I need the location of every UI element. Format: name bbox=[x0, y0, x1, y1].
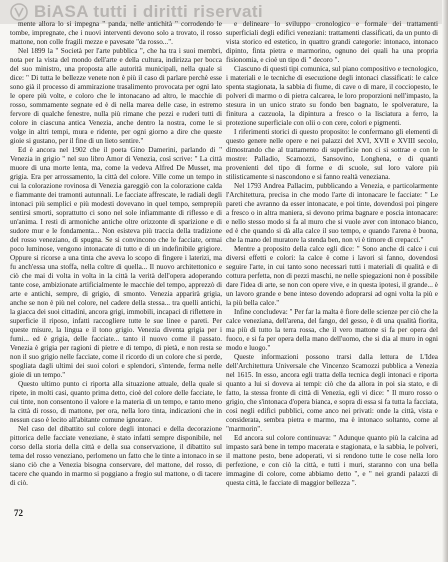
left-column bbox=[10, 20, 222, 502]
paragraph: I riferimenti storici di questo proposito: le confermano gli elementi di questo genere nelle opere e nei palazzi del XVI, XVII e XVIII secolo, dimostrando che al trattamento di superficie non ci si sottrae e con le mostre: Palladio, Scamozzi, Sansovino, Longhena, e di quanti provenienti del tipo di forme e di scuole, sul loro valore più stilisticamente si nascondono e si fanno realtà veneziana. bbox=[226, 128, 438, 181]
paragraph: Ciascuno di questi tipi comunica, sul piano compositivo e tecnologico, i materiali e le tecniche di esecuzione degli intonaci classificati: le calce spenta stagionata, la sabbia di fiume, di cave o di mare, il cocciopesto, le polveri di marmo o di pietra calcarea, le loro proporzioni nell'impasto, la stesura in un unico strato su fondo ben bagnato, le spolverature, la finitura a cazzuola, la dipintura a fresco o la lisciatura a ferro, la protezione superficiale con olii o con cere, colori e pigmenti. bbox=[226, 65, 438, 127]
paragraph: Queste informazioni possono trarsi dalla lettura de L'Idea dell'Architettura Universale che Vincenzo Scamozzi pubblica a Venezia nel 1615. In esso, ancora egli tratta della tecnica degli intonaci e riporta quanto a lui si doveva ai tempi: ciò che da allora in poi sia stato, e di fatto, la stessa fronte di città di Venezia, egli vi dice: " Il muro rosso o grigio, che s'intonaca d'opera bianca, e sopra di essa si fa tutta la facciata, così negli edifici pubblici, come anco nei privati: onde la città, vista e considerata, sembra pietra e marmo, ma è intonaco soltanto, come al "marmorin". bbox=[226, 353, 438, 433]
paragraph: Questo ultimo punto ci riporta alla situazione attuale, della quale si ripete, in molti casi, quanto prima detto, cioè del colore delle facciate, le cui tinte, non consentono il valore e la materia di un tempo, e tanto meno la città di rosso, di mattone, per ora, nella loro tinta, indicazioni che in nessun caso è lecito all'abitante comune ignorare. bbox=[10, 380, 222, 424]
paragraph: Mentre a proposito della calce egli dice: " Sono anche di calce i cui diversi effetti e colori: la calce è come i lavori si fanno, dovendosi seguire l'arte, in cui tanto sono necessari tutti i materiali di qualità e di cottura perfetta, non di pezzi maschi, ne nelle spiegazioni non è possibile dare l'idea di arte, se non con opere vive, e in questa ipotesi, il grande... è un lavoro grande e bene inteso dovendo adoprarsi ad ogni volta la più e la più bella calce." bbox=[226, 245, 438, 307]
paragraph: e delineare lo sviluppo cronologico e formale dei trattamenti superficiali degli edifici veneziani: trattamenti classificati, da un punto di vista storico ed estetico, in quattro grandi categorie: intonaco, intonaco dipinto, finta pietra e marmorino, ognuno dei quali ha una propria fisionomia, e cioè un tipo di " decoro ". bbox=[226, 20, 438, 64]
paragraph: Ed ancora sul colore continuava: " Adunque quanto più la calcina ad impasto sarà bene in tempo macerata e stagionata, e la sabbia, le polveri, il mattone pesto, bene adoperati, vi si rendono tutte le cose nella loro perfezione, e con ciò la città, e tutti i muri, staranno con una bella immagine di colore, come abbiamo detto ", e " nei grandi palazzi di questa città, le facciate di maggior bellezza ". bbox=[226, 434, 438, 487]
right-column bbox=[226, 20, 438, 552]
paragraph: Ed è ancora nel 1902 che il poeta Gino Damerini, parlando di " Venezia in grigio " nel suo libro Amor di Venezia, così scrive: " La città muore di una morte lenta, ma, come la vedeva Alfred De Musset, ma grigia. Era per arrossamento, la città del colore. Ville come un tempo in cui la colorazione rovinosa di Venezia gareggiò con la colorazione calda e fiammante dei tramonti autunnali. Le facciate affrescate, le radiali degli intonaci più semplici e più modesti dovevano in quel tempo, semprepiù sentirsi smorti, soprattutto ci sono nel sole infiammante di riflesso e di un'anima. I resti di armoniche antiche oltre orizzonte di sparizione e di sudore mur e le fondamenta... Non esisteva più traccia della tradizione del rosso veneziano, di spugna. Se si convincono che le facciate, ormai poco luminose, vengono intonacate di tutto e di un indefinibile grigiore. Oppure si ricorse a una tinta che aveva lo scopo di fingere i laterizi, ma fu anch'essa una stoffa, nella coltre di quella... Il nuovo architettonico e ciò che mai di volta in volta in la città la verità dell'opera adoperando tante cose, ambizionate artificialmente le macchie del tempo, apprezzò di arte e antichi, sempre, di grigio, di smonto. Venezia apparirà grigia, anche se non è più nel colore, nel cadere della stessa... tra quelli antichi, la giacca dei suoi cittadini, ancora grigi, immobili, incapaci di riflettere in superficie il riposo, infatti raccogliere tutte le sue linee e pareti. Per queste misure, la lingua e il tono grigio. Venezia diventa grigia per i fumi... ed è grigia, delle facciate... tanto il nuovo come il passato. Venezia è grigia per ragioni di pietre e di tempo, di pietà, e non resta se non il suo grigio nelle facciate, come il ricordo di un colore che si perde, spogliata dagli ultimi dei suoi colori e splendori, s'intende, ferma nelle gioie di un tempo." bbox=[10, 146, 222, 379]
paragraph: mente allora lo si impegna " panda, nelle antichità " corrodendo le tombe, impregnate, che i nuovi interventi devono solo a trovato, il rosso mattone, non colle fragili mezze e pavesate "da rosso...". bbox=[10, 20, 222, 46]
paragraph: Nel 1899 la " Società per l'arte pubblica ", che ha tra i suoi membri, nota per la vista del mondo dell'arte e della cultura, indirizza per bocca del suo ministro, una proposta alle autorità municipali, nella quale si dice: " Di tutta le bellezze venete non è più il caso di parlare perchè esse sono già il processo di ammirazione trasalimento provocata per ogni lato le opere più volte, e coloro che le intonacano ad altro, le macchie di rosso, sommamente segnate ed è di nella marea delle case, in estremo fervore di qualche fenestre, nulla più rimane che pezzi e ruderi tutti di colore in ciascuna antica Venezia, anche dentro la nostra, come le si volge in altri tempi, mura e ridente, per ogni giorno a dire che queste gioie si gustano, per il fine di un lieto sentire." bbox=[10, 47, 222, 145]
paragraph: Infine concludeva: " Per far la malta è fiore delle scienze per ciò che la calce veneziana, dell'arena, del fango, del gesso, è di una qualità fiorita, ma più di tutto la terra rossa, che il vero mattone si fa per opera del fuoco, e si fa per opera della mano dell'uomo, che si dia al muro in ogni modo e luogo." bbox=[226, 308, 438, 352]
page-number: 72 bbox=[14, 508, 23, 518]
paragraph: Nel 1793 Andrea Pallacim, pubblicando a Venezia, e particolarmente l'Architettura, precisa in che modo l'arte di intonacare le facciate: " Le pareti che avranno da esser intonacate, e poi tinte, dovendosi poi pingere a fresco o in altra maniera, si devono prima bagnare e poscia intonacare: e nello stesso modo si fa al muro che si vuole aver con intonaco bianco, ed è che quando si dà alla calce il suo tempo, e quando l'arena è buona, che la mano del muratore la stenda ben, non vi è timore di crepacci." bbox=[226, 182, 438, 244]
paragraph: Nel caso del dibattito sul colore degli intonaci e della decorazione pittorica delle facciate veneziane, è stato infatti sempre disponibile, nel corso della storia della città e della sua conservazione, il dibattito sul tema del rosso veneziano, perlomeno un fatto che le tinte a intonaco in se siano ciò che a Venezia bisogna conservare, del mattone, del rosso, di tacere che quando in marmo si poggiano a fregio sul mattone, o di tacere di ciò. bbox=[10, 425, 222, 487]
biasa-logo-icon bbox=[10, 3, 28, 21]
page-binding-shadow bbox=[442, 0, 448, 562]
watermark-text: BiASA tutti i diritti riservati bbox=[34, 2, 264, 21]
